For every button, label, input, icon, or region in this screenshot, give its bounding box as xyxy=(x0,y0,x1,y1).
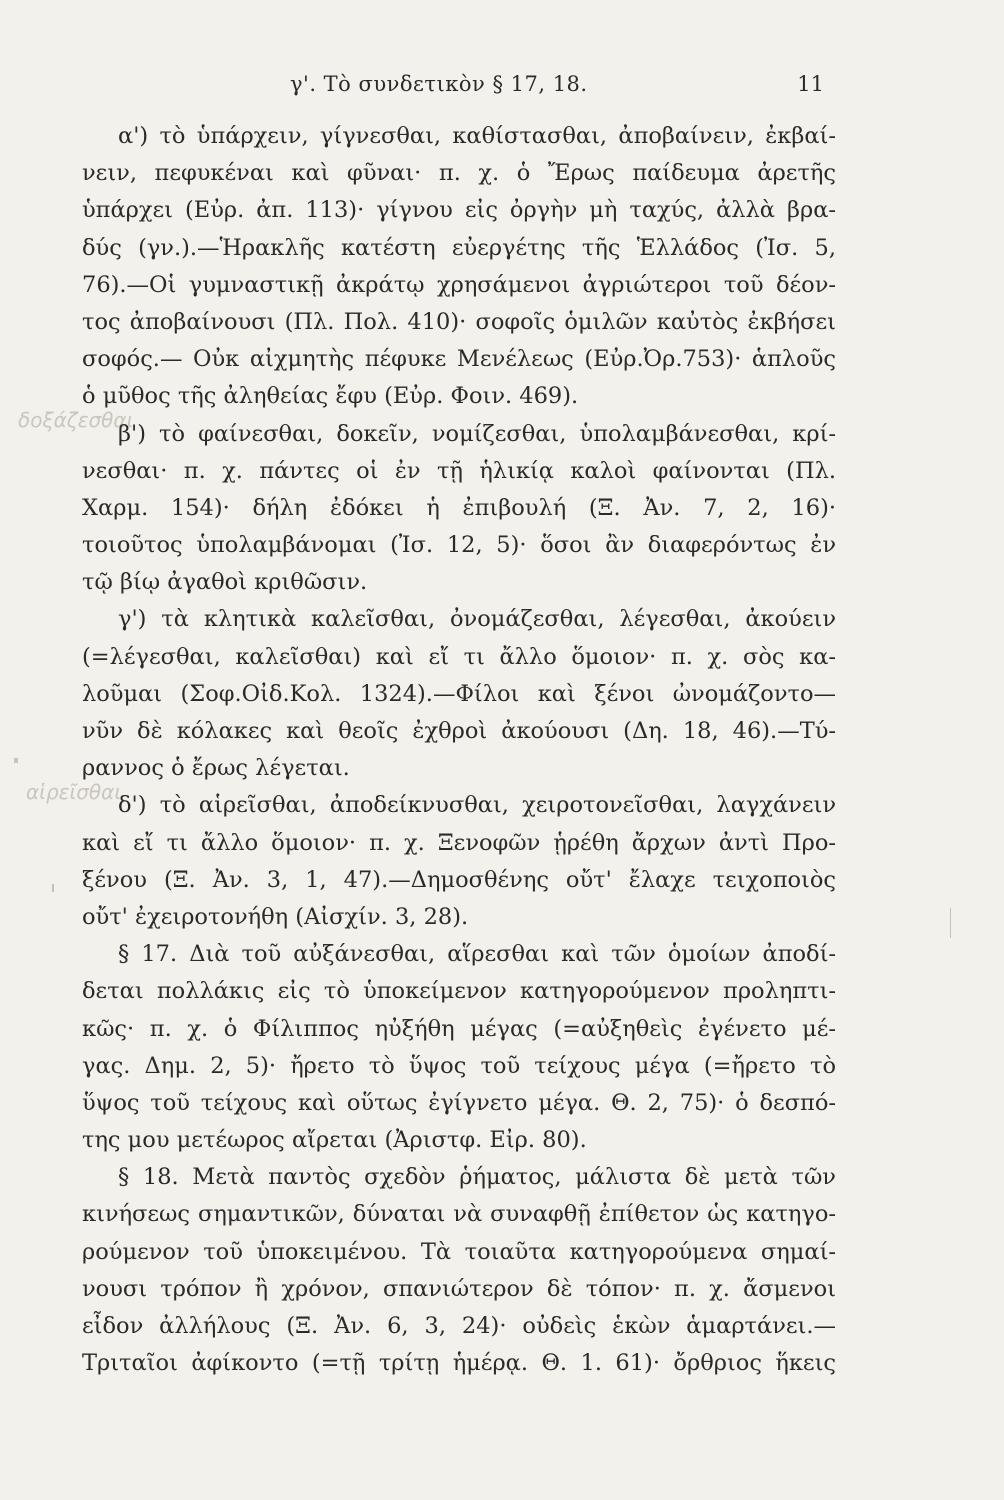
text-line: κινήσεως σημαντικῶν, δύναται νὰ συναφθῇ ἐπίθετον ὡς κατηγο- xyxy=(82,1201,836,1228)
text-line: α') τὸ ὑπάρχειν, γίγνεσθαι, καθίστασθαι, ἀποβαίνειν, ἐκβαί- xyxy=(118,123,836,149)
text-line: νουσι τρόπον ἢ χρόνον, σπανιώτερον δὲ τόπον· π. χ. ἄσμενοι xyxy=(82,1275,836,1302)
text-line: ξένου (Ξ. Ἀν. 3, 1, 47).—Δημοσθένης οὔτ' ἔλαχε τειχοποιὸς xyxy=(82,866,836,893)
text-line: λοῦμαι (Σοφ.Οἰδ.Κολ. 1324).—Φίλοι καὶ ξένοι ὠνομάζοντο— xyxy=(82,680,836,707)
text-line: καὶ εἴ τι ἄλλο ὅμοιον· π. χ. Ξενοφῶν ᾑρέθη ἄρχων ἀντὶ Προ- xyxy=(82,829,836,856)
text-line: δ') τὸ αἱρεῖσθαι, ἀποδείκνυσθαι, χειροτονεῖσθαι, λαγχάνειν xyxy=(118,792,836,819)
text-line: σοφός.— Οὐκ αἰχμητὴς πέφυκε Μενέλεως (Εὐρ.Ὀρ.753)· ἁπλοῦς xyxy=(82,346,836,373)
margin-note-dokein: δοξάζεσθαι xyxy=(18,408,134,432)
text-line: Χαρμ. 154)· δήλη ἐδόκει ἡ ἐπιβουλή (Ξ. Ἀν. 7, 2, 16)· xyxy=(82,494,836,521)
text-line: ραννος ὁ ἔρως λέγεται. xyxy=(82,755,350,782)
text-line: § 17. Διὰ τοῦ αὐξάνεσθαι, αἵρεσθαι καὶ τῶν ὁμοίων ἀποδί- xyxy=(118,941,836,968)
text-line: τοιοῦτος ὑπολαμβάνομαι (Ἰσ. 12, 5)· ὅσοι ἂν διαφερόντως ἐν xyxy=(82,532,836,559)
text-line: § 18. Μετὰ παντὸς σχεδὸν ῥήματος, μάλιστα δὲ μετὰ τῶν xyxy=(118,1164,836,1191)
text-line: Τριταῖοι ἀφίκοντο (=τῇ τρίτῃ ἡμέρᾳ. Θ. 1. 61)· ὄρθριος ἥκεις xyxy=(82,1350,836,1377)
text-line: νειν, πεφυκέναι καὶ φῦναι· π. χ. ὁ Ἔρως παίδευμα ἀρετῆς xyxy=(82,160,836,187)
text-line: κῶς· π. χ. ὁ Φίλιππος ηὐξήθη μέγας (=αὐξηθεὶς ἐγένετο μέ- xyxy=(82,1015,836,1042)
text-line: β') τὸ φαίνεσθαι, δοκεῖν, νομίζεσθαι, ὑπολαμβάνεσθαι, κρί- xyxy=(118,420,836,447)
body-text xyxy=(82,118,836,1382)
margin-note-aireisthai: αἱρεῖσθαι xyxy=(26,780,122,804)
text-line: γ') τὰ κλητικὰ καλεῖσθαι, ὀνομάζεσθαι, λέγεσθαι, ἀκούειν xyxy=(118,606,836,633)
text-line: ὁ μῦθος τῆς ἀληθείας ἔφυ (Εὐρ. Φοιν. 469). xyxy=(82,383,579,410)
paper-speck xyxy=(52,884,54,892)
text-line: εἶδον ἀλλήλους (Ξ. Ἀν. 6, 3, 24)· οὐδεὶς ἑκὼν ἁμαρτάνει.— xyxy=(82,1313,836,1339)
text-line: ὕψος τοῦ τείχους καὶ οὕτως ἐγίγνετο μέγα. Θ. 2, 75)· ὁ δεσπό- xyxy=(82,1089,836,1116)
text-line: οὔτ' ἐχειροτονήθη (Αἰσχίν. 3, 28). xyxy=(82,903,469,930)
text-line: τῷ βίῳ ἀγαθοὶ κριθῶσιν. xyxy=(82,569,368,596)
running-title: γ'. Τὸ συνδετικὸν § 17, 18. xyxy=(290,72,588,96)
text-line: δεται πολλάκις εἰς τὸ ὑποκείμενον κατηγορούμενον προληπτι- xyxy=(82,978,836,1005)
paper-speck xyxy=(14,758,18,763)
text-line: 76).—Οἱ γυμναστικῇ ἀκράτῳ χρησάμενοι ἀγριώτεροι τοῦ δέον- xyxy=(82,271,836,298)
page-header xyxy=(0,72,1004,104)
text-line: (=λέγεσθαι, καλεῖσθαι) καὶ εἴ τι ἄλλο ὅμοιον· π. χ. σὸς κα- xyxy=(82,643,836,670)
text-line: ὑπάρχει (Εὐρ. ἀπ. 113)· γίγνου εἰς ὀργὴν μὴ ταχύς, ἀλλὰ βρα- xyxy=(82,197,836,224)
text-line: δύς (γν.).—Ἡρακλῆς κατέστη εὐεργέτης τῆς Ἑλλάδος (Ἰσ. 5, xyxy=(82,234,836,261)
paper-speck xyxy=(950,908,951,938)
page-number: 11 xyxy=(797,72,824,96)
text-line: τος ἀποβαίνουσι (Πλ. Πολ. 410)· σοφοῖς ὁμιλῶν καὐτὸς ἐκβήσει xyxy=(82,308,836,335)
text-line: νεσθαι· π. χ. πάντες οἱ ἐν τῇ ἡλικίᾳ καλοὶ φαίνονται (Πλ. xyxy=(82,457,836,484)
text-line: γας. Δημ. 2, 5)· ἤρετο τὸ ὕψος τοῦ τείχους μέγα (=ἤρετο τὸ xyxy=(82,1052,836,1079)
text-line: ρούμενον τοῦ ὑποκειμένου. Τὰ τοιαῦτα κατηγορούμενα σημαί- xyxy=(82,1238,836,1265)
text-line: νῦν δὲ κόλακες καὶ θεοῖς ἐχθροὶ ἀκούουσι (Δη. 18, 46).—Τύ- xyxy=(82,718,836,744)
text-line: της μου μετέωρος αἴρεται (Ἀριστφ. Εἰρ. 80). xyxy=(82,1127,587,1154)
